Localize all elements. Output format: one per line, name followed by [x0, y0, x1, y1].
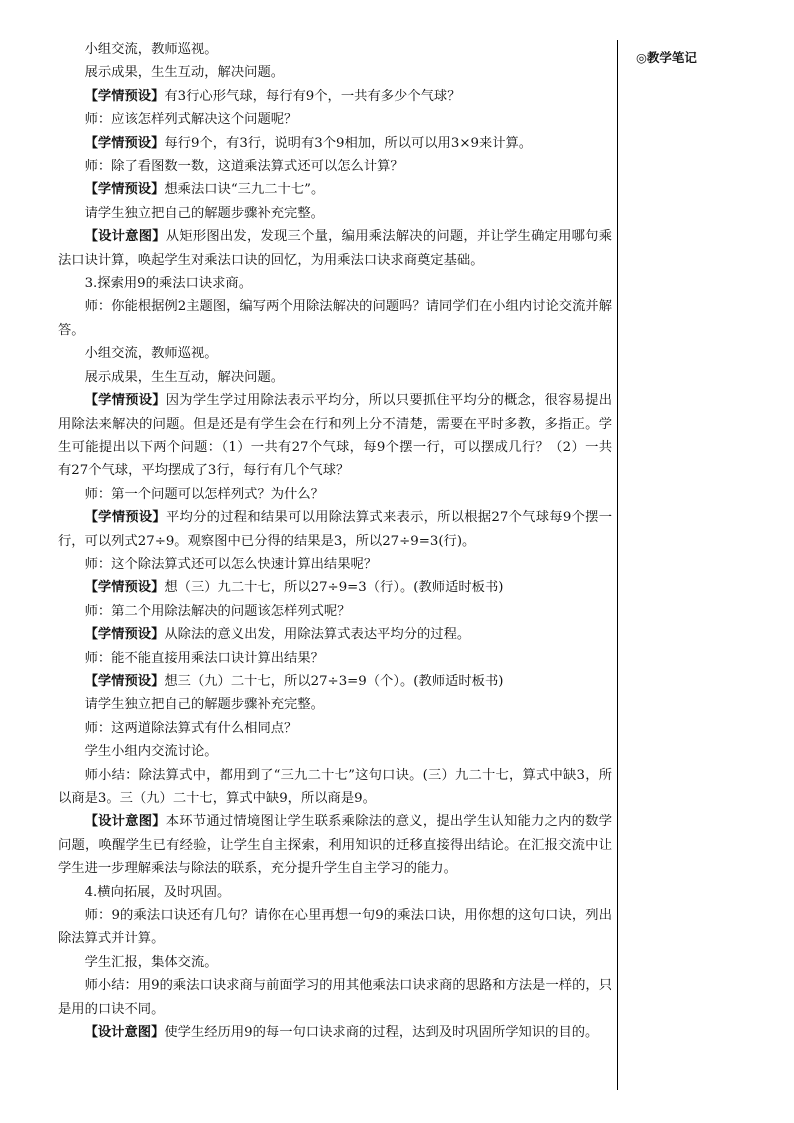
paragraph	[58, 600, 612, 623]
paragraph	[58, 202, 612, 225]
paragraph	[58, 295, 612, 342]
paragraph	[58, 389, 612, 483]
paragraph-text: 想三（九）二十七，所以27÷3=9（个）。(教师适时板书)	[164, 673, 504, 689]
section-tag: 【学情预设】	[84, 673, 165, 689]
paragraph-text: 本环节通过情境图让学生联系乘除法的意义，提出学生认知能力之内的数学问题，唤醒学生已有经验，让学生自主探索，利用知识的迁移直接得出结论。在汇报交流中让学生进一步理解乘法与除法的联系，充分提升学生自主学习的能力。	[58, 814, 613, 877]
section-tag: 【学情预设】	[84, 580, 165, 596]
paragraph	[58, 342, 612, 365]
paragraph-text: 师：这个除法算式还可以怎么快速计算出结果呢？	[84, 556, 378, 572]
paragraph-text: 使学生经历用9的每一句口诀求商的过程，达到及时巩固所学知识的目的。	[164, 1025, 599, 1041]
paragraph-text: 请学生独立把自己的解题步骤补充完整。	[84, 697, 324, 713]
paragraph-text: 展示成果，生生互动，解决问题。	[84, 65, 285, 81]
paragraph-text: 有3行心形气球，每行有9个，一共有多少个气球？	[164, 88, 461, 104]
paragraph-text: 师：这两道除法算式有什么相同点？	[84, 720, 298, 736]
paragraph	[58, 155, 612, 178]
paragraph	[58, 881, 612, 904]
paragraph-text: 平均分的过程和结果可以用除法算式来表示，所以根据27个气球每9个摆一行，可以列式27÷9。观察图中已分得的结果是3，所以27÷9=3(行)。	[58, 510, 612, 549]
paragraph	[58, 623, 612, 646]
paragraph	[58, 61, 612, 84]
paragraph	[58, 108, 612, 131]
paragraph	[58, 904, 612, 951]
teaching-notes-heading: ◎教学笔记	[636, 50, 697, 65]
section-tag: 【学情预设】	[84, 135, 165, 151]
section-tag: 【学情预设】	[84, 393, 166, 409]
section-tag: 【学情预设】	[84, 88, 165, 104]
section-tag: 【设计意图】	[84, 814, 166, 830]
paragraph	[58, 576, 612, 599]
paragraph	[58, 553, 612, 576]
paragraph-text: 想乘法口诀“三九二十七”。	[164, 182, 325, 198]
paragraph-text: 展示成果，生生互动，解决问题。	[84, 369, 285, 385]
paragraph	[58, 740, 612, 763]
paragraph	[58, 272, 612, 295]
paragraph-text: 师：第二个用除法解决的问题该怎样列式呢？	[84, 603, 351, 619]
paragraph-text: 师：你能根据例2主题图，编写两个用除法解决的问题吗？请同学们在小组内讨论交流并解答。	[58, 299, 612, 338]
column-divider	[617, 40, 618, 1090]
paragraph	[58, 670, 612, 693]
paragraph-text: 每行9个，有3行，说明有3个9相加，所以可以用3×9来计算。	[164, 135, 533, 151]
paragraph-text: 师小结：用9的乘法口诀求商与前面学习的用其他乘法口诀求商的思路和方法是一样的，只是用的口诀不同。	[58, 978, 612, 1017]
paragraph-text: 师：能不能直接用乘法口诀计算出结果？	[84, 650, 324, 666]
paragraph-text: 学生小组内交流讨论。	[84, 744, 218, 760]
paragraph-text: 师：9的乘法口诀还有几句？请你在心里再想一句9的乘法口诀，用你想的这句口诀，列出除法算式并计算。	[58, 908, 612, 947]
paragraph-text: 4.横向拓展，及时巩固。	[84, 884, 231, 900]
paragraph	[58, 647, 612, 670]
section-tag: 【设计意图】	[84, 1025, 165, 1041]
paragraph	[58, 717, 612, 740]
section-tag: 【设计意图】	[84, 229, 166, 245]
paragraph	[58, 85, 612, 108]
paragraph	[58, 483, 612, 506]
paragraph-text: 从除法的意义出发，用除法算式表达平均分的过程。	[164, 627, 471, 643]
paragraph-text: 师小结：除法算式中，都用到了“三九二十七”这句口诀。(三）九二十七，算式中缺3，所以商是3。三（九）二十七，算式中缺9，所以商是9。	[58, 767, 612, 806]
paragraph	[58, 810, 612, 880]
paragraph	[58, 974, 612, 1021]
paragraph-text: 从矩形图出发，发现三个量，编用乘法解决的问题，并让学生确定用哪句乘法口诀计算，唤起学生对乘法口诀的回忆，为用乘法口诀求商奠定基础。	[58, 229, 613, 268]
paragraph-text: 想（三）九二十七，所以27÷9=3（行）。(教师适时板书)	[164, 580, 504, 596]
paragraph	[58, 693, 612, 716]
paragraph	[58, 225, 612, 272]
section-tag: 【学情预设】	[84, 510, 166, 526]
paragraph-text: 师：除了看图数一数，这道乘法算式还可以怎么计算？	[84, 159, 404, 175]
paragraph	[58, 506, 612, 553]
paragraph	[58, 1021, 612, 1044]
paragraph	[58, 951, 612, 974]
paragraph-text: 学生汇报，集体交流。	[84, 954, 218, 970]
paragraph-text: 师：第一个问题可以怎样列式？为什么？	[84, 486, 324, 502]
paragraph	[58, 178, 612, 201]
section-tag: 【学情预设】	[84, 182, 165, 198]
paragraph-text: 小组交流，教师巡视。	[84, 42, 218, 57]
section-tag: 【学情预设】	[84, 627, 165, 643]
paragraph-text: 3.探索用9的乘法口诀求商。	[84, 276, 253, 292]
paragraph-text: 因为学生学过用除法表示平均分，所以只要抓住平均分的概念，很容易提出用除法来解决的问题。但是还是有学生会在行和列上分不清楚，需要在平时多教，多指正。学生可能提出以下两个问题：（1）一共有27个气球，每9个摆一行，可以摆成几行？（2）一共有27个气球，平均摆成了3行，每行有几个气球？	[58, 393, 613, 479]
paragraph-text: 师：应该怎样列式解决这个问题呢？	[84, 112, 298, 128]
paragraph	[58, 366, 612, 389]
paragraph	[58, 38, 612, 61]
paragraph-text: 请学生独立把自己的解题步骤补充完整。	[84, 205, 324, 221]
paragraph	[58, 764, 612, 811]
paragraph	[58, 132, 612, 155]
paragraph-text: 小组交流，教师巡视。	[84, 346, 218, 362]
lesson-plan-body	[58, 38, 612, 1044]
